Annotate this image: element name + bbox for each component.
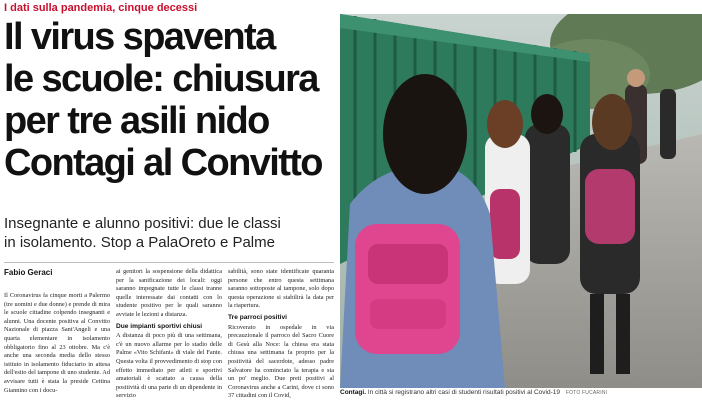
headline-line-2: le scuole: chiusura (4, 58, 318, 100)
caption-text: In città si registrano altri casi di studenti risultati positivi al Covid-19 (367, 389, 561, 396)
article-paragraph: A distanza di poco più di una settimana, c'è un nuovo allarme per lo stadio delle Palme «Vito Schifani» di viale del Fante. Questa volta il provvedimento di stop con effetto immediato per atleti e sportivi amatoriali è scattato a causa della positività di una parte di un dipendente in servizio (116, 332, 222, 400)
caption-label: Contagi. (340, 389, 366, 396)
article-column-2 (116, 268, 222, 400)
headline-line-3: per tre asili nido (4, 100, 269, 142)
article-paragraph: Il Coronavirus fa cinque morti a Palermo (tre uomini e due donne) e prende di mira le scuole cittadine colpendo insegnanti e alunni. Una docente positiva al Convitto Nazionale di piazza Sant'Angeli e una quarta elementare in isolamento obbligatorio fino al 23 ottobre. Ma c'è anche una seconda media dello stesso istituto in isolamento fiduciario in attesa dell'esito del tampone di uno studente. Ad avvisare tutti è stata la preside Cettina Giannino con i docu- (4, 292, 110, 394)
subheadline (4, 214, 338, 252)
photo-caption (340, 389, 702, 396)
headline-line-4: Contagi al Convitto (4, 142, 322, 184)
article-column-1 (4, 292, 110, 400)
photo-illustration (340, 14, 702, 388)
column-subheading: Due impianti sportivi chiusi (116, 322, 203, 330)
article-paragraph: sabilità, sono state identificate quaranta persone che entro questa settimana saranno sottoposte al tampone, solo dopo questa operazione si stabilirà la data per la riapertura. (228, 268, 334, 310)
photo-credit: FOTO FUCARINI (565, 390, 608, 396)
headline-line-1: Il virus spaventa (4, 16, 275, 58)
article-kicker: I dati sulla pandemia, cinque decessi (4, 2, 198, 14)
article-paragraph: ai genitori la sospensione della didattica per la sanificazione dei locali: oggi saranno impegnate tutte le classi tranne quelle interessate dai contatti con lo studente positivo per le quali saranno avviate le lezioni a distanza. (116, 268, 222, 318)
backpack (355, 224, 460, 354)
subheadline-line-1: Insegnante e alunno positivi: due le classi (4, 215, 281, 232)
section-divider (4, 262, 334, 263)
article-paragraph: Ricoverato in ospedale in via precauzionale il parroco del Sacro Cuore di Gesù alla Noce: la chiesa era stata chiusa una settimana fa proprio per la positività del sacerdote, adesso padre Salvatore ha cominciato la terapia e sta un po' meglio. Due preti positivi al Coronavirus anche a Carini, dove ci sono 37 cittadini con il Covid, (228, 323, 334, 400)
news-photo (340, 14, 702, 388)
article-column-3 (228, 268, 334, 400)
subheadline-line-2: in isolamento. Stop a PalaOreto e Palme (4, 234, 275, 251)
column-subheading: Tre parroci positivi (228, 313, 287, 321)
headline (4, 16, 342, 184)
byline: Fabio Geraci (4, 268, 53, 277)
